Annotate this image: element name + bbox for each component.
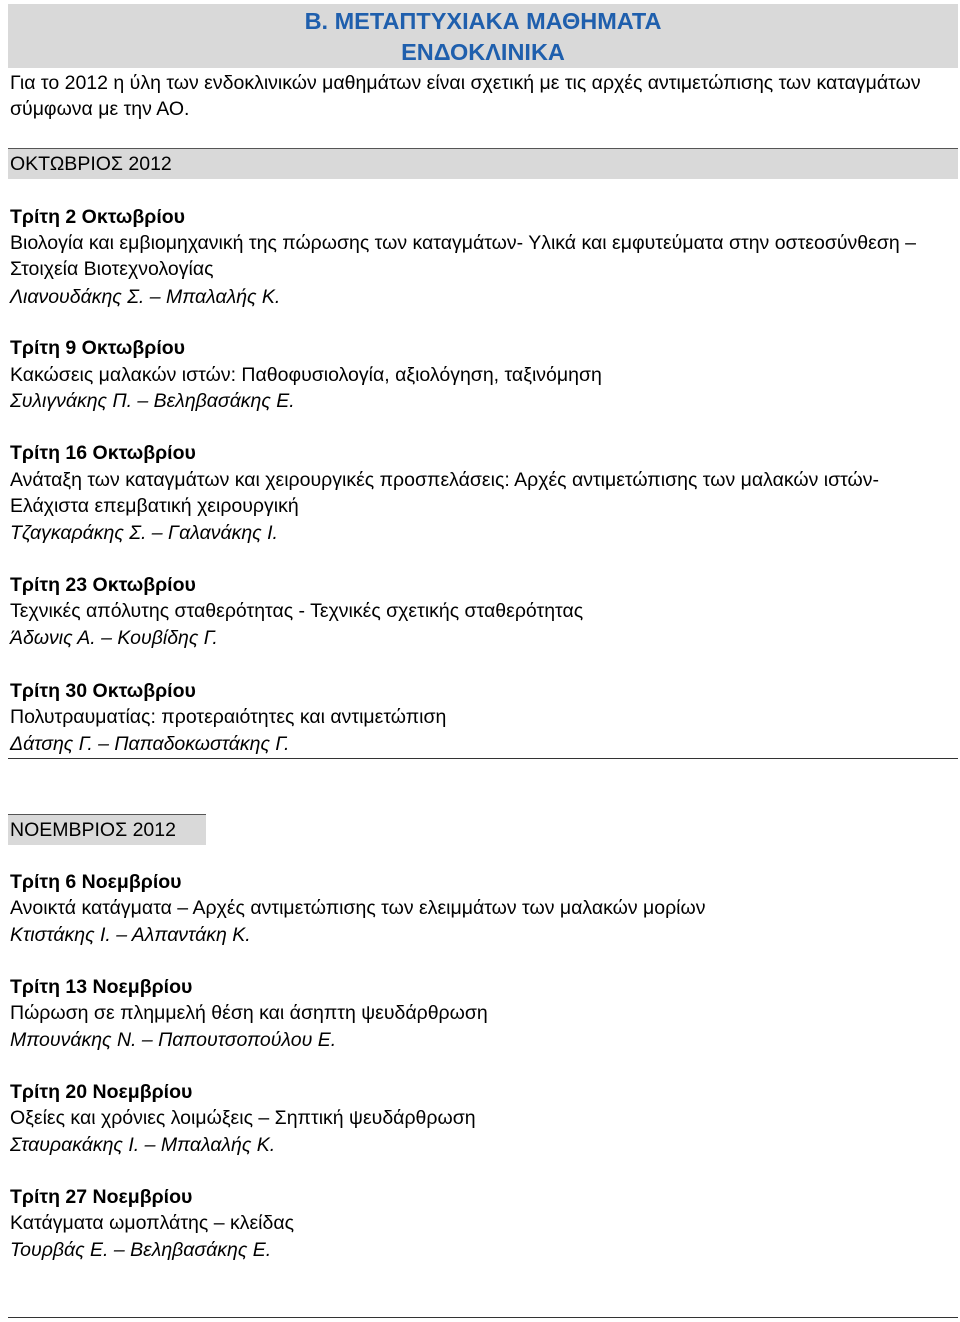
entry-topic: Πώρωση σε πλημμελή θέση και άσηπτη ψευδάρθρωση bbox=[10, 1002, 488, 1024]
entry-authors: Μπουνάκης Ν. – Παπουτσοπούλου Ε. bbox=[10, 1029, 337, 1051]
entry-topic: Ανάταξη των καταγμάτων και χειρουργικές προσπελάσεις: Αρχές αντιμετώπισης των μαλακών ιστών- Ελάχιστα επεμβατική χειρουργική bbox=[10, 469, 880, 517]
entry-authors: Λιανουδάκης Σ. – Μπαλαλής Κ. bbox=[10, 286, 281, 308]
entry-date: Τρίτη 30 Οκτωβρίου bbox=[10, 680, 196, 702]
entry-topic: Κακώσεις μαλακών ιστών: Παθοφυσιολογία, αξιολόγηση, ταξινόμηση bbox=[10, 364, 602, 386]
entry-topic: Πολυτραυματίας: προτεραιότητες και αντιμετώπιση bbox=[10, 706, 447, 728]
entry-topic: Βιολογία και εμβιομηχανική της πώρωσης των καταγμάτων- Υλικά και εμφυτεύματα στην οστεοσύνθεση – Στοιχεία Βιοτεχνολογίας bbox=[10, 232, 916, 280]
intro-paragraph: Για το 2012 η ύλη των ενδοκλινικών μαθημάτων είναι σχετική με τις αρχές αντιμετώπισης των καταγμάτων σύμφωνα με την ΑΟ. bbox=[10, 72, 921, 120]
entry-date: Τρίτη 23 Οκτωβρίου bbox=[10, 574, 196, 596]
entry-authors: Τζαγκαράκης Σ. – Γαλανάκης Ι. bbox=[10, 522, 278, 544]
entry-topic: Οξείες και χρόνιες λοιμώξεις – Σηπτική ψευδάρθρωση bbox=[10, 1107, 476, 1129]
entry-date: Τρίτη 16 Οκτωβρίου bbox=[10, 442, 196, 464]
entry-date: Τρίτη 6 Νοεμβρίου bbox=[10, 871, 182, 893]
entry-authors: Δάτσης Γ. – Παπαδοκωστάκης Γ. bbox=[10, 733, 290, 755]
entry-date: Τρίτη 20 Νοεμβρίου bbox=[10, 1081, 193, 1103]
entry-authors: Τουρβάς Ε. – Βεληβασάκης Ε. bbox=[10, 1239, 272, 1261]
entry-authors: Κτιστάκης Ι. – Αλπαντάκη Κ. bbox=[10, 924, 251, 946]
entry-date: Τρίτη 2 Οκτωβρίου bbox=[10, 206, 186, 228]
entry-topic: Ανοικτά κατάγματα – Αρχές αντιμετώπισης των ελειμμάτων των μαλακών μορίων bbox=[10, 897, 706, 919]
section-divider bbox=[8, 758, 958, 759]
page-title: Β. ΜΕΤΑΠΤΥΧΙΑΚΑ ΜΑΘΗΜΑΤΑ bbox=[304, 8, 662, 34]
entry-authors: Σταυρακάκης Ι. – Μπαλαλής Κ. bbox=[10, 1134, 276, 1156]
november-title: ΝΟΕΜΒΡΙΟΣ 2012 bbox=[10, 819, 176, 841]
entry-date: Τρίτη 9 Οκτωβρίου bbox=[10, 337, 186, 359]
entry-topic: Τεχνικές απόλυτης σταθερότητας - Τεχνικές σχετικής σταθερότητας bbox=[10, 600, 584, 622]
entry-authors: Άδωνις Α. – Κουβίδης Γ. bbox=[10, 627, 218, 649]
entry-topic: Κατάγματα ωμοπλάτης – κλείδας bbox=[10, 1212, 295, 1234]
entry-date: Τρίτη 27 Νοεμβρίου bbox=[10, 1186, 193, 1208]
page-subtitle: ΕΝΔΟΚΛΙΝΙΚΑ bbox=[401, 39, 565, 65]
october-title: ΟΚΤΩΒΡΙΟΣ 2012 bbox=[10, 153, 172, 175]
entry-authors: Συλιγνάκης Π. – Βεληβασάκης Ε. bbox=[10, 390, 295, 412]
entry-date: Τρίτη 13 Νοεμβρίου bbox=[10, 976, 193, 998]
bottom-divider bbox=[8, 1317, 958, 1318]
